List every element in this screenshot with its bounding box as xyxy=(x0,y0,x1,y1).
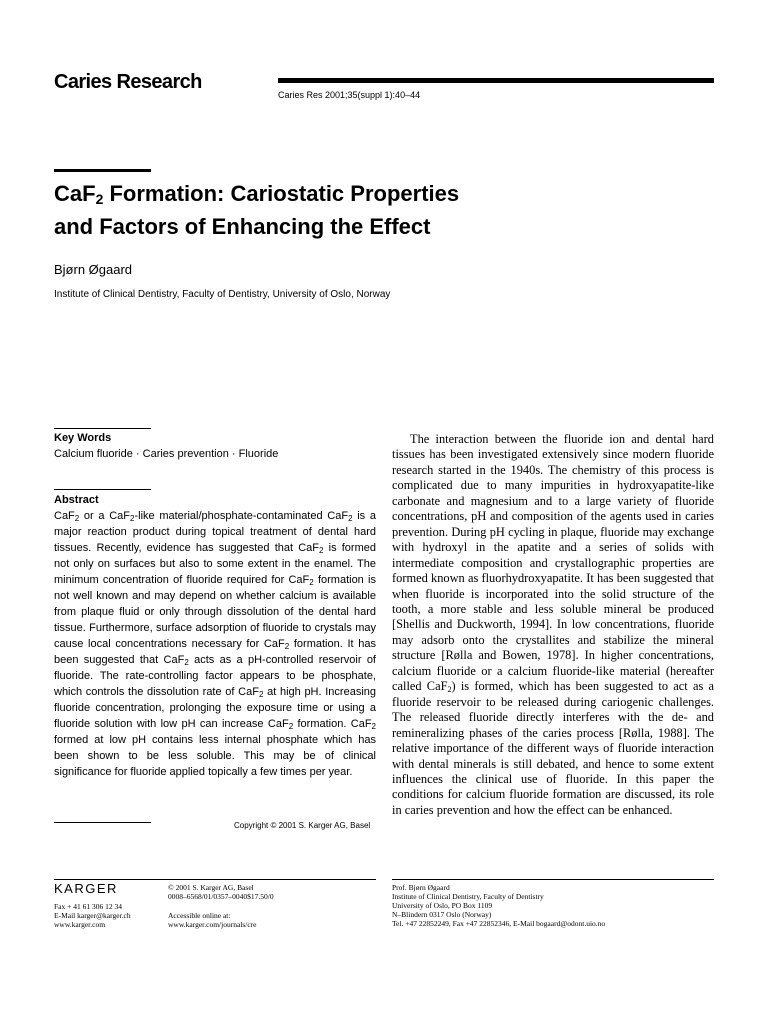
title-subscript: 2 xyxy=(95,191,104,207)
correspondence-address: Prof. Bjørn Øgaard Institute of Clinical Dentistry, Faculty of Dentistry University of Oslo, PO Box 1109 N–Blindern 0317 Oslo (Norway) Tel. +47 22852249, Fax +47 22852346, E-Mail bogaard@odont.uio.no xyxy=(392,883,606,928)
publisher-contact: Fax + 41 61 306 12 34 E-Mail karger@karger.ch www.karger.com xyxy=(54,902,131,929)
karger-logo: KARGER xyxy=(54,881,118,896)
keywords-text: Calcium fluoride · Caries prevention · Fluoride xyxy=(54,448,279,460)
keywords-heading: Key Words xyxy=(54,432,112,444)
header-rule xyxy=(278,78,714,83)
title-rule xyxy=(54,169,151,172)
abstract-rule xyxy=(54,489,151,490)
abstract-copyright: Copyright © 2001 S. Karger AG, Basel xyxy=(234,821,371,830)
title-line1-post: Formation: Cariostatic Properties xyxy=(103,181,460,206)
footer-rule-right xyxy=(392,879,714,880)
citation: Caries Res 2001;35(suppl 1):40–44 xyxy=(278,90,421,100)
journal-name: Caries Research xyxy=(54,71,202,93)
abstract-text: CaF$_2$ or a CaF$_2$-like material/phosphate-contaminated CaF$_2$ is a major reaction product during topical treatment of dental hard tissues. Recently, evidence has suggested that CaF$_2$ is formed not only on surfaces but also to some extent in the enamel. The minimum concentration of fluoride required for CaF$_2$ formation is not well known and may depend on whether calcium is available from plaque fluid or only through dissolution of the dental hard tissue. Furthermore, surface adsorption of fluoride to crystals may cause local concentrations necessary for CaF$_2$ formation. It has been suggested that CaF$_2$ acts as a pH-controlled reservoir of fluoride. The rate-controlling factor appears to be phosphate, which controls the dissolution rate of CaF$_2$ at high pH. Increasing fluoride concentration, prolonging the exposure time or using a fluoride solution with low pH can increase CaF$_2$ formation. CaF$_2$ formed at low pH contains less internal phosphate which has been shown to be less soluble. This may be of clinical significance for fluoride applied topically a few times per year. xyxy=(54,510,376,778)
online-access: Accessible online at: www.karger.com/journals/cre xyxy=(168,911,257,929)
author: Bjørn Øgaard xyxy=(54,262,133,277)
footer-copyright: © 2001 S. Karger AG, Basel 0008–6568/01/0357–0040$17.50/0 xyxy=(168,883,274,901)
body-paragraph: The interaction between the fluoride ion and dental hard tissues has been investigated extensively since modern fluoride research started in the 1940s. The chemistry of this process is complicated due to many impurities in hydroxyapatite-like carbonate and magnesium and to a large variety of fluoride concentrations, pH and composition of the agents used in caries prevention. During pH cycling in plaque, fluoride may exchange with hydroxyl in the apatite and a series of solids with intermediate composition and crystallographic properties are formed known as fluorhydroxyapatite. It has been suggested that when fluoride is incorporated into the solid structure of the tooth, a more stable and less soluble mineral be produced [Shellis and Duckworth, 1994]. In low concentrations, fluoride may adsorb onto the crystallites and stabilize the mineral structure [Rølla and Bowen, 1978]. In higher concentrations, calcium fluoride or a calcium fluoride-like material (hereafter called CaF$_2$) is formed, which has been suggested to act as a fluoride reservoir to be released during cariogenic challenges. The released fluoride directly interferes with the de- and remineralizing phases of the caries process [Rølla, 1988]. The relative importance of the different ways of fluoride interaction with dental minerals is still debated, and hence to some extent influences the clinical use of fluoride. In this paper the conditions for calcium fluoride formation are discussed, its role in caries prevention and how the effect can be enhanced. xyxy=(392,432,714,817)
affiliation: Institute of Clinical Dentistry, Faculty of Dentistry, University of Oslo, Norway xyxy=(54,289,391,300)
title-line1-pre: CaF xyxy=(54,181,96,206)
abstract-heading: Abstract xyxy=(54,494,99,506)
article-title xyxy=(54,177,694,243)
keywords-rule xyxy=(54,428,151,429)
abstract-end-rule xyxy=(54,822,151,823)
footer-rule-left xyxy=(54,879,376,880)
title-line2: and Factors of Enhancing the Effect xyxy=(54,214,431,239)
